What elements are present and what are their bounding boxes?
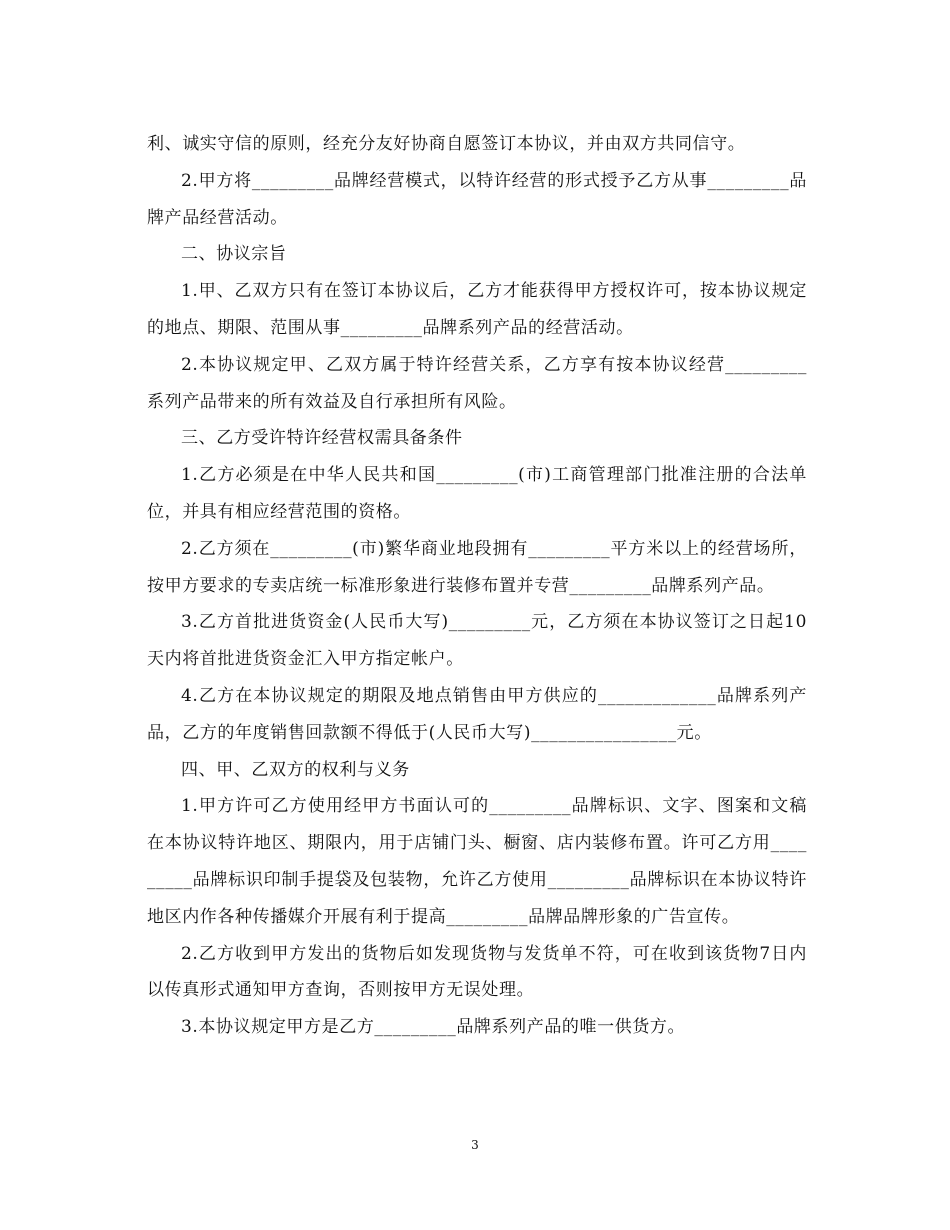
clause-2-1: 1.甲、乙双方只有在签订本协议后，乙方才能获得甲方授权许可，按本协议规定的地点、期限、范围从事_________品牌系列产品的经营活动。	[147, 281, 807, 338]
clause-3-4: 4.乙方在本协议规定的期限及地点销售由甲方供应的_____________品牌系列产品，乙方的年度销售回款额不得低于(人民币大写)________________元。	[147, 685, 807, 743]
document-body	[147, 126, 807, 1046]
clause-4-2: 2.乙方收到甲方发出的货物后如发现货物与发货单不符，可在收到该货物7日内以传真形式通知甲方查询，否则按甲方无误处理。	[147, 943, 807, 1001]
paragraph-continuation: 利、诚实守信的原则，经充分友好协商自愿签订本协议，并由双方共同信守。	[147, 134, 746, 154]
clause-3-2: 2.乙方须在_________(市)繁华商业地段拥有_________平方米以上的经营场所，按甲方要求的专卖店统一标准形象进行装修布置并专营_________品牌系列产品。	[147, 538, 807, 596]
clause-4-1: 1.甲方许可乙方使用经甲方书面认可的_________品牌标识、文字、图案和文稿在本协议特许地区、期限内，用于店铺门头、橱窗、店内装修布置。许可乙方用_________品牌标识印制手提袋及包装物，允许乙方使用_________品牌标识在本协议特许地区内作各种传播媒介开展有利于提高_________品牌品牌形象的广告宣传。	[147, 796, 807, 927]
section-heading-4: 四、甲、乙双方的权利与义务	[181, 759, 410, 780]
clause-4-3: 3.本协议规定甲方是乙方_________品牌系列产品的唯一供货方。	[181, 1017, 686, 1038]
clause-2-2: 2.本协议规定甲、乙双方属于特许经营关系，乙方享有按本协议经营_________系列产品带来的所有效益及自行承担所有风险。	[147, 354, 807, 412]
clause-1-2: 2.甲方将_________品牌经营模式，以特许经营的形式授予乙方从事_________品牌产品经营活动。	[147, 170, 807, 228]
section-heading-2: 二、协议宗旨	[181, 244, 287, 265]
page-number: 3	[471, 1138, 479, 1152]
clause-3-3: 3.乙方首批进货资金(人民币大写)_________元，乙方须在本协议签订之日起10天内将首批进货资金汇入甲方指定帐户。	[147, 612, 807, 670]
section-heading-3: 三、乙方受许特许经营权需具备条件	[181, 428, 463, 449]
clause-3-1: 1.乙方必须是在中华人民共和国_________(市)工商管理部门批准注册的合法单位，并具有相应经营范围的资格。	[147, 465, 807, 522]
